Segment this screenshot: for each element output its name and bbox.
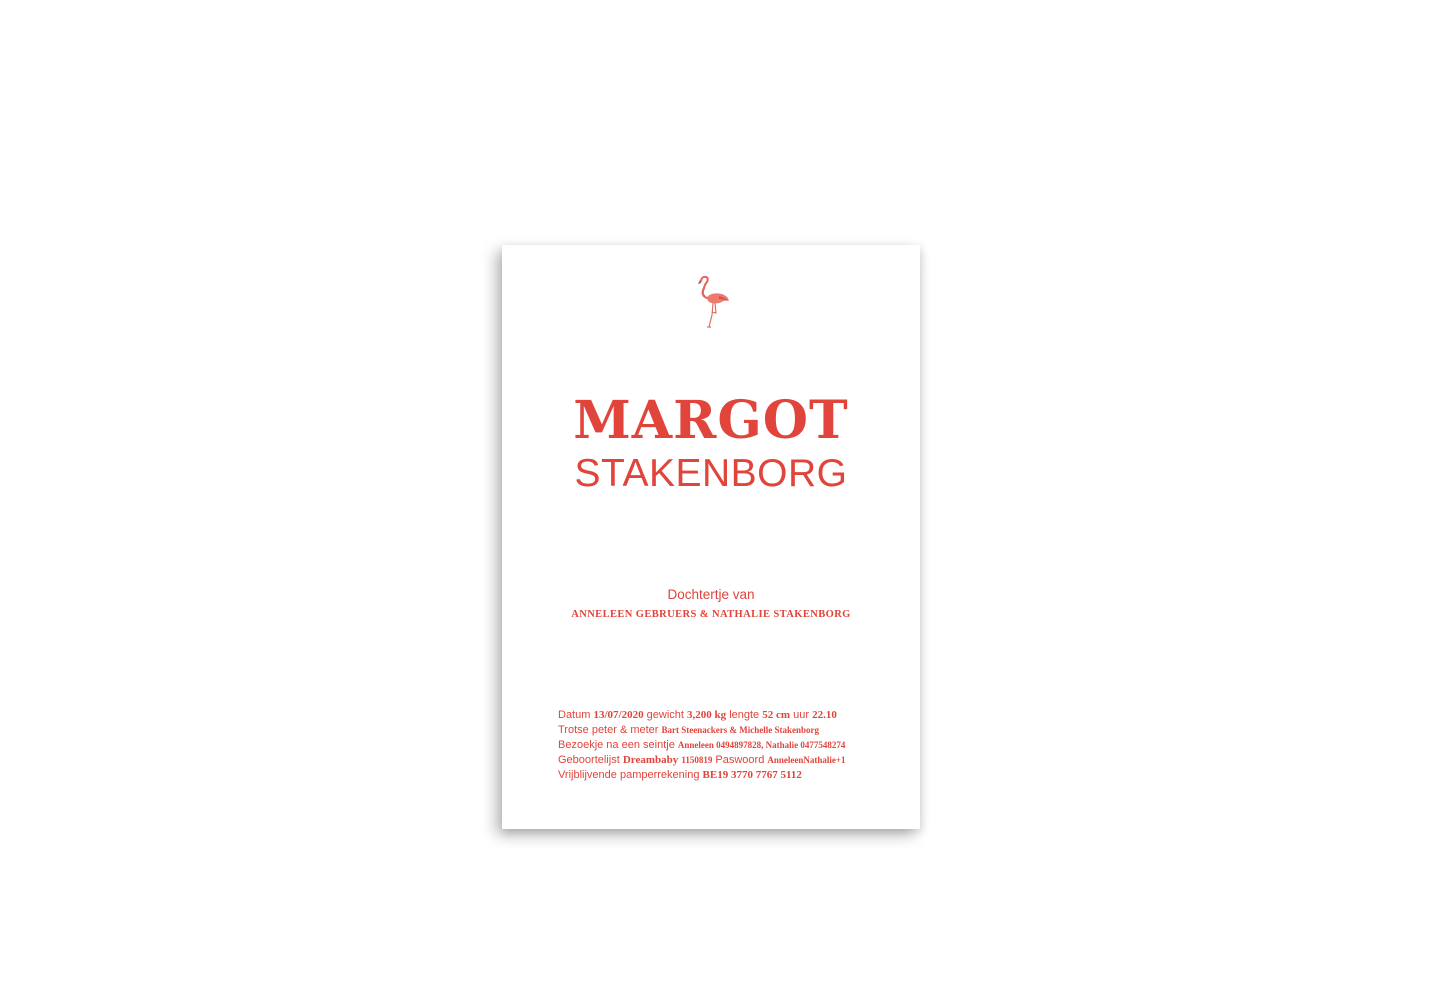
parents-names: ANNELEEN GEBRUERS & NATHALIE STAKENBORG: [571, 609, 851, 620]
registry-label: Geboortelijst: [558, 754, 620, 766]
date-value: 13/07/2020: [593, 709, 644, 721]
godparents-label: Trotse peter & meter: [558, 724, 659, 736]
password-label: Paswoord: [715, 754, 765, 766]
account-value: BE19 3770 7767 5112: [702, 769, 802, 781]
details-line-godparents: [558, 723, 878, 738]
account-label: Vrijblijvende pamperrekening: [558, 769, 700, 781]
details-line-account: [558, 768, 878, 783]
length-value: 52 cm: [762, 709, 791, 721]
time-value: 22.10: [812, 709, 837, 721]
visit-value: Anneleen 0494897828, Nathalie 0477548274: [677, 740, 846, 750]
godparents-value: Bart Steenackers & Michelle Stakenborg: [661, 725, 820, 735]
last-name: STAKENBORG: [574, 452, 848, 495]
details-line-birth: [558, 708, 878, 723]
length-label: lengte: [729, 709, 760, 721]
weight-value: 3,200 kg: [687, 709, 727, 721]
registry-number: 1150819: [681, 755, 713, 765]
flamingo-icon: [695, 275, 731, 331]
date-label: Datum: [558, 709, 591, 721]
daughter-of-label: Dochtertje van: [667, 587, 755, 602]
password-value: AnneleenNathalie+1: [767, 755, 846, 765]
details-line-visit: [558, 738, 878, 753]
time-label: uur: [793, 709, 810, 721]
registry-store: Dreambaby: [622, 754, 679, 766]
weight-label: gewicht: [646, 709, 684, 721]
first-name: MARGOT: [573, 390, 849, 451]
birth-announcement-card: [502, 245, 920, 829]
visit-label: Bezoekje na een seintje: [558, 739, 675, 751]
details-line-registry: [558, 753, 878, 768]
birth-details: [558, 708, 878, 783]
